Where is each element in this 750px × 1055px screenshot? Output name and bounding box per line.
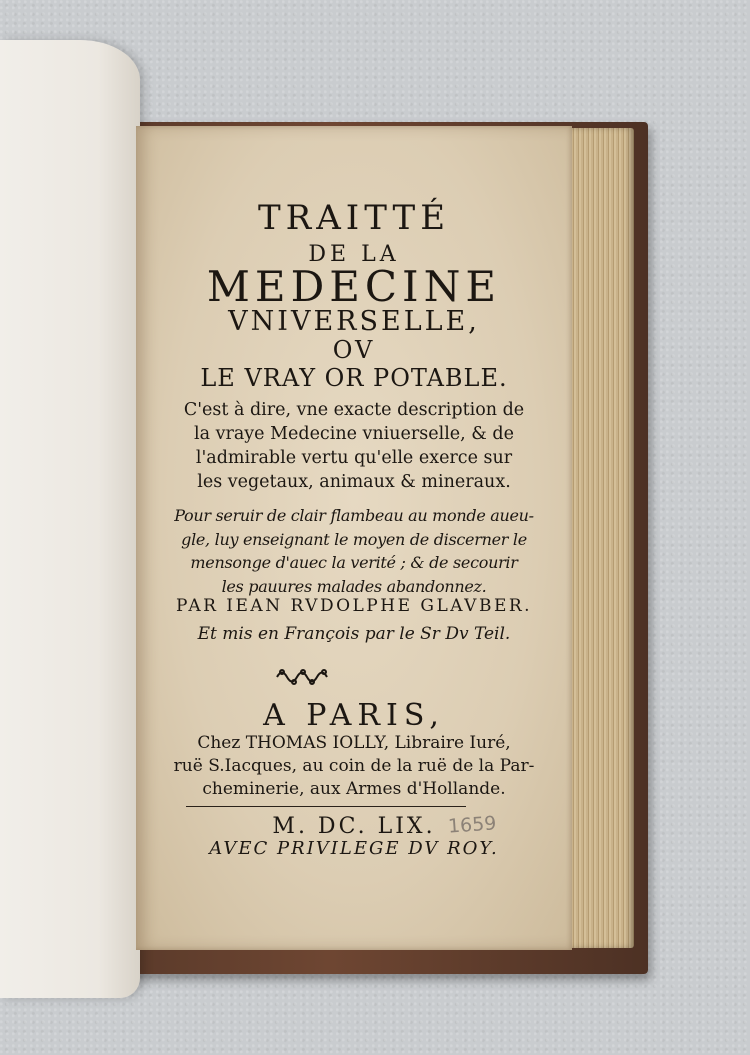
description-line: l'admirable vertu qu'elle exerce sur (195, 448, 513, 468)
italic-line: Pour seruir de clair flambeau au monde aueu- (174, 506, 534, 525)
left-blank-page (0, 40, 140, 998)
divider-rule (186, 806, 466, 807)
date-line: M. DC. LIX. (272, 814, 436, 839)
imprint-line: ruë S.Iacques, au coin de la ruë de la Par- (173, 756, 535, 776)
description-line: les vegetaux, animaux & mineraux. (197, 472, 511, 492)
imprint-line: Chez THOMAS IOLLY, Libraire Iuré, (197, 733, 511, 753)
place-line: A PARIS, (263, 698, 445, 733)
description-line: la vraye Medecine vniuerselle, & de (194, 424, 514, 444)
translator-line: Et mis en François par le Sr Dv Teil. (197, 624, 511, 644)
title-line-3: MEDECINE (206, 262, 502, 311)
description-line: C'est à dire, vne exacte description de (183, 400, 525, 420)
title-line-5: OV (332, 336, 376, 364)
printers-flower-ornament-icon (274, 666, 332, 688)
description (136, 398, 572, 494)
imprint (136, 732, 572, 801)
privilege-line: AVEC PRIVILEGE DV ROY. (209, 838, 499, 859)
title-line-4: VNIVERSELLE, (228, 306, 480, 337)
author-line: PAR IEAN RVDOLPHE GLAVBER. (175, 596, 533, 616)
italic-passage (136, 504, 572, 598)
title-page (136, 126, 572, 950)
title-line-1: TRAITTÉ (257, 198, 451, 238)
page-edges (566, 128, 634, 948)
title-line-2: DE LA (308, 242, 400, 267)
italic-line: mensonge d'auec la verité ; & de secourir (190, 553, 518, 572)
italic-line: gle, luy enseignant le moyen de discerner le (181, 529, 527, 549)
pencil-annotation: 1659 (447, 812, 498, 838)
title-line-6: LE VRAY OR POTABLE. (200, 364, 508, 392)
imprint-line: cheminerie, aux Armes d'Hollande. (202, 779, 506, 799)
italic-line: les pauures malades abandonnez. (221, 576, 487, 596)
